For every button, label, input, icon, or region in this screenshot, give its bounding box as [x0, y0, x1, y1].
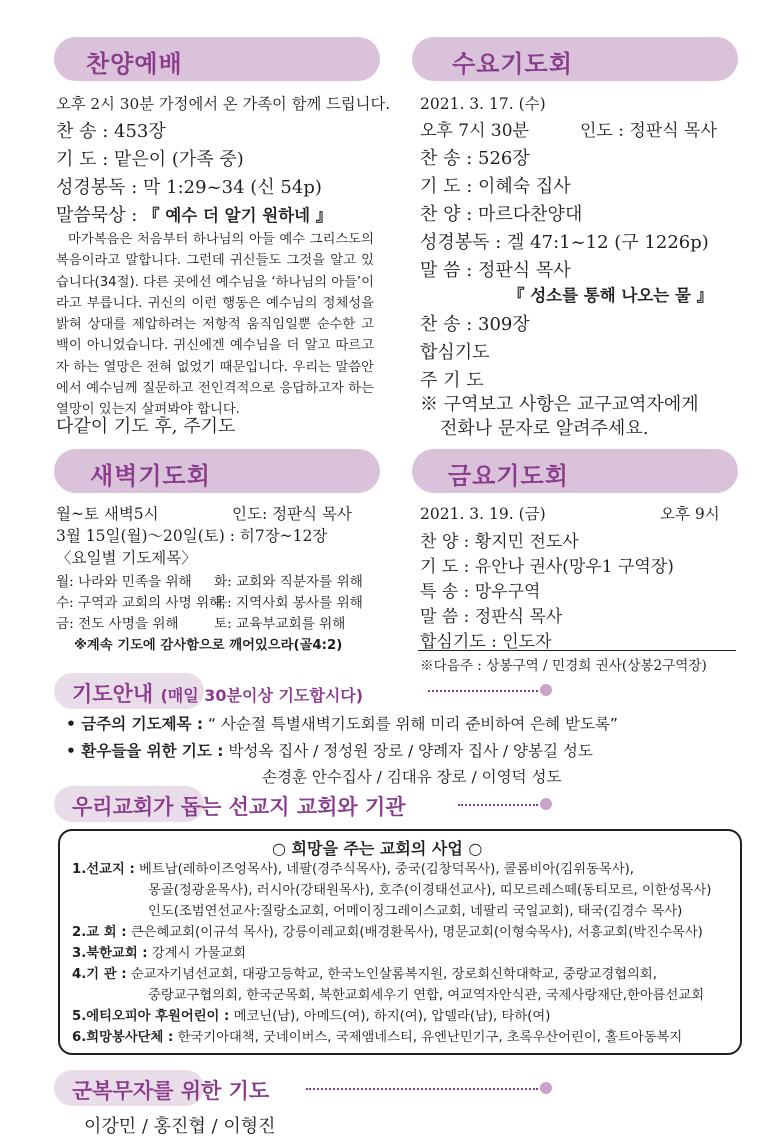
mission-line-8-label: 5.에티오피아 후원어린이 :: [72, 1009, 230, 1024]
wednesday-time: 오후 7시 30분: [420, 121, 529, 141]
friday-praise: 찬 양 : 황지민 전도사: [420, 532, 579, 552]
wednesday-note-2: 전화나 문자로 알려주세요.: [440, 418, 649, 439]
mission-line-1-label: 1.선교지 :: [72, 862, 135, 877]
dawn-leader: 인도: 정판식 목사: [232, 505, 352, 523]
dawn-row-2b: 목: 지역사회 봉사를 위해: [214, 595, 363, 611]
praise-worship-scripture: 성경봉독 : 막 1:29~34 (신 54p): [56, 177, 322, 198]
friday-prayer: 기 도 : 유안나 권사(망우1 구역장): [420, 557, 674, 577]
friday-next: ※다음주 : 상봉구역 / 민경희 권사(상봉2구역장): [420, 658, 707, 674]
mission-line-9-text: 한국기아대책, 굿네이버스, 국제앰네스티, 유엔난민기구, 초록우산어린이, 홀트아동복지: [177, 1030, 683, 1045]
meditation-body: 마가복음은 처음부터 하나님의 아들 예수 그리스도의 복음이라고 말합니다. 그런데 귀신들도 그것을 알고 있습니다(34절). 다른 곳에선 예수님을 ‘하나님의 아들’이라고 부릅니다. 귀신의 이런 행동은 예수님의 정체성을 밝혀 상대를 제압하려는 저항적 움직임일뿐 순수한 고백이 아니었습니다. 귀신에겐 예수님을 더 알고 따르고자 하는 열망은 전혀 없었기 때문입니다. 우리는 말씀안에서 예수님께 질문하고 전인격적으로 응답하고자 하는 열망이 있는지 살펴봐야 합니다.: [56, 232, 375, 418]
wednesday-sermon-title: 『 성소를 통해 나오는 물 』: [508, 286, 714, 305]
mission-line-9: [72, 1026, 682, 1045]
mission-line-2: 몽골(정광윤목사), 러시아(강태원목사), 호주(이경태선교사), 띠모르레스떼(동티모르, 이한성목사): [148, 883, 712, 898]
dawn-dates: 3월 15일(월)～20일(토) : 히7장~12장: [56, 527, 328, 545]
praise-worship-title: 찬양예배: [86, 50, 183, 78]
mission-line-8: [72, 1005, 550, 1024]
mission-line-4: [72, 921, 703, 940]
friday-special: 특 송 : 망우구역: [420, 582, 541, 602]
wednesday-scripture: 성경봉독 : 겔 47:1~12 (구 1226p): [420, 232, 709, 253]
military-dots: [306, 1088, 538, 1090]
wednesday-date: 2021. 3. 17. (수): [420, 95, 546, 113]
wednesday-leader: 인도 : 정판식 목사: [580, 121, 717, 141]
friday-prayer-title: 금요기도회: [448, 462, 569, 490]
missions-dot-end: [540, 798, 552, 810]
missions-dots: [458, 804, 538, 806]
prayer-guide-dots: [428, 690, 538, 692]
friday-unison: 합심기도 : 인도자: [420, 632, 552, 652]
prayer-guide-dot-end: [540, 684, 552, 696]
mission-line-4-text: 큰은혜교회(이규석 목사), 강릉이레교회(배경환목사), 명문교회(이형숙목사), 서흥교회(박진수목사): [130, 925, 703, 940]
missions-box-title: ○ 희망을 주는 교회의 사업 ○: [272, 839, 483, 858]
friday-sermon: 말 씀 : 정판식 목사: [420, 607, 563, 627]
mission-line-4-label: 2.교 회 :: [72, 925, 127, 940]
prayer-item-1-text: “ 사순절 특별새벽기도회를 위해 미리 준비하여 은혜 받도록”: [208, 715, 618, 733]
praise-worship-intro: 오후 2시 30분 가정에서 온 가족이 함께 드립니다.: [56, 95, 391, 113]
military-dot-end: [540, 1082, 552, 1094]
prayer-item-2-cont: 손경훈 안수집사 / 김대유 장로 / 이영덕 성도: [262, 768, 562, 786]
wednesday-hymn2: 찬 송 : 309장: [420, 314, 530, 335]
praise-worship-closing: 다같이 기도 후, 주기도: [56, 416, 236, 437]
wednesday-note-1: ※ 구역보고 사항은 교구교역자에게: [420, 394, 699, 415]
dawn-verse: ※계속 기도에 감사함으로 깨어있으라(골4:2): [74, 638, 343, 653]
prayer-item-2: [66, 739, 593, 761]
praise-worship-prayer: 기 도 : 맡은이 (가족 중): [56, 149, 244, 170]
wednesday-prayer-title: 수요기도회: [452, 50, 573, 78]
praise-worship-hymn: 찬 송 : 453장: [56, 121, 166, 142]
friday-divider: [418, 650, 736, 651]
prayer-guide-title: [72, 678, 363, 708]
prayer-item-1: [66, 712, 618, 734]
meditation-title: 『 예수 더 알기 원하네 』: [143, 206, 333, 225]
friday-date: 2021. 3. 19. (금): [420, 505, 546, 523]
dawn-topics-header: 〈요일별 기도제목〉: [56, 549, 197, 567]
wednesday-unison: 합심기도: [420, 342, 490, 363]
wednesday-praise: 찬 양 : 마르다찬양대: [420, 204, 583, 225]
dawn-row-1b: 화: 교회와 직분자를 위해: [214, 574, 363, 590]
wednesday-prayer: 기 도 : 이혜숙 집사: [420, 176, 571, 197]
prayer-item-1-label: • 금주의 기도제목 :: [66, 715, 204, 733]
wednesday-sermon: 말 씀 : 정판식 목사: [420, 260, 571, 281]
prayer-item-2-label: • 환우들을 위한 기도 :: [66, 742, 224, 760]
dawn-row-2a: 수: 구역과 교회의 사명 위해: [56, 595, 223, 611]
mission-line-1-text: 베트남(레하이즈엉목사), 네팔(경주식목사), 중국(김창덕목사), 콜롬비아(김위동목사),: [139, 862, 634, 877]
dawn-row-3b: 토: 교육부교회를 위해: [214, 616, 346, 632]
mission-line-8-text: 메코닌(남), 아메드(여), 하지(여), 압델라(남), 타하(여): [233, 1009, 551, 1024]
meditation-label: 말씀묵상 :: [56, 205, 138, 226]
mission-line-5-text: 강계시 가물교회: [151, 946, 247, 961]
praise-worship-meditation: [56, 201, 332, 227]
mission-line-6-label: 4.기 관 :: [72, 967, 127, 982]
mission-line-3: 인도(조범연선교사:질랑소교회, 어메이징그레이스교회, 네팔리 국일교회), 태국(김경수 목사): [148, 904, 683, 919]
dawn-row-3a: 금: 전도 사명을 위해: [56, 616, 179, 632]
mission-line-6: [72, 963, 657, 982]
dawn-prayer-title: 새벽기도회: [90, 462, 211, 490]
dawn-schedule: 월~토 새벽5시: [56, 505, 159, 523]
wednesday-lords-prayer: 주 기 도: [420, 370, 484, 391]
mission-line-6-text: 순교자기념선교회, 대광고등학교, 한국노인살롬복지원, 장로회신학대학교, 중랑교경협의회,: [130, 967, 657, 982]
missions-title: 우리교회가 돕는 선교지 교회와 기관: [72, 795, 406, 819]
military-title: 군복무자를 위한 기도: [72, 1079, 270, 1103]
prayer-guide-title-text: 기도안내: [72, 682, 154, 706]
mission-line-9-label: 6.희망봉사단체 :: [72, 1030, 174, 1045]
mission-line-1: [72, 858, 634, 877]
mission-line-7: 중랑교구협의회, 한국군목회, 북한교회세우기 연합, 여교역자안식관, 국제사랑재단,한아름선교회: [148, 988, 705, 1003]
prayer-item-2-text: 박성옥 집사 / 정성원 장로 / 양례자 집사 / 양봉길 성도: [228, 742, 593, 760]
prayer-guide-subtitle: (매일 30분이상 기도합시다): [160, 686, 364, 705]
mission-line-5-label: 3.북한교회 :: [72, 946, 148, 961]
military-names: 이강민 / 홍진협 / 이형진: [84, 1116, 276, 1137]
dawn-row-1a: 월: 나라와 민족을 위해: [56, 574, 192, 590]
friday-time: 오후 9시: [660, 505, 720, 523]
mission-line-5: [72, 942, 246, 961]
wednesday-hymn: 찬 송 : 526장: [420, 148, 530, 169]
